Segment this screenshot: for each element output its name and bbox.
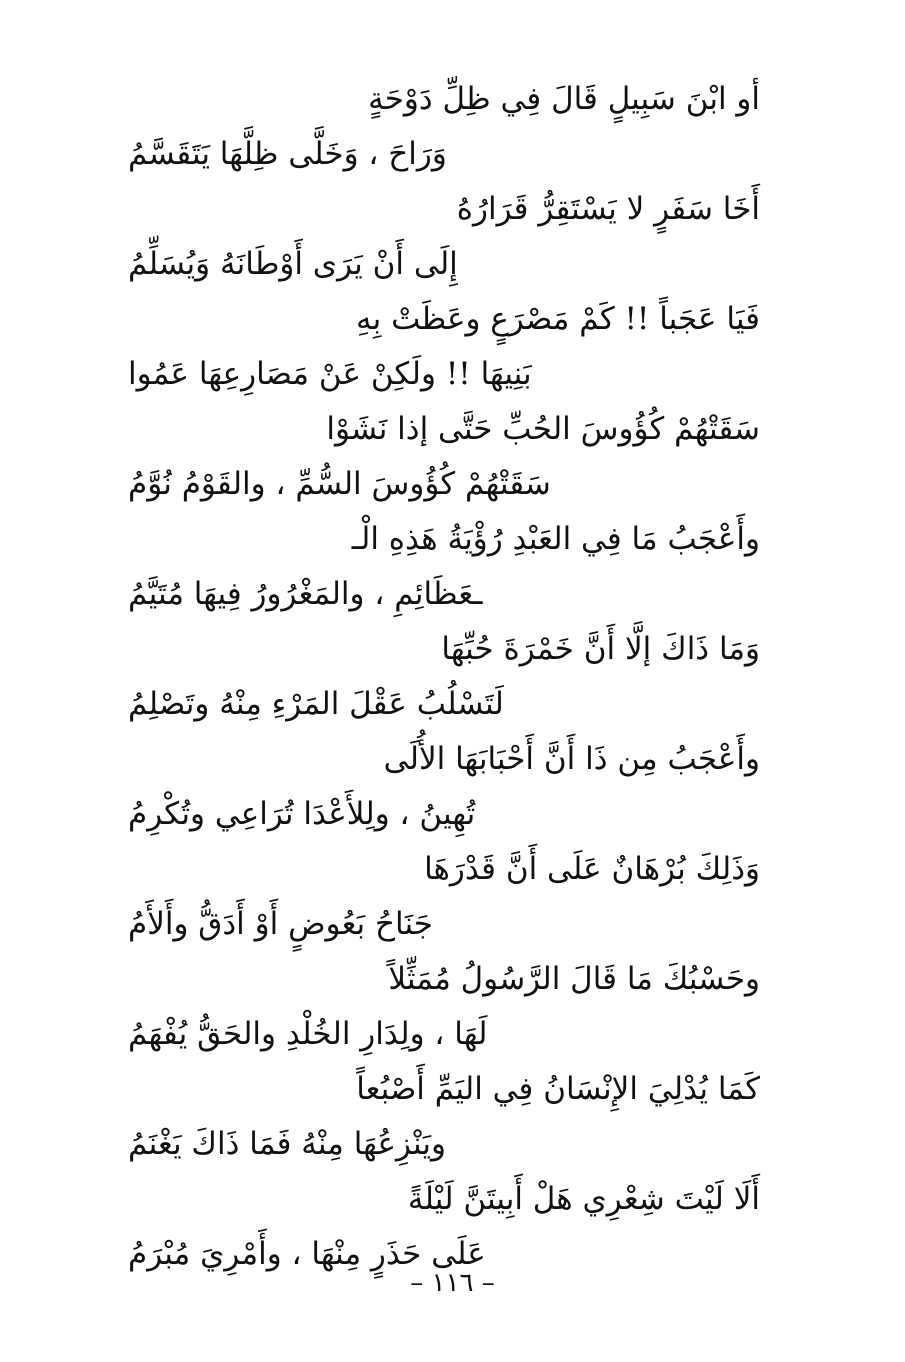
- poem: [110, 72, 770, 1282]
- verse-second-hemistich: جَنَاحُ بَعُوضٍ أَوْ أَدَقُّ وأَلأَمُ: [128, 906, 433, 942]
- page-number: – ١١٦ –: [410, 1268, 495, 1298]
- verse-second-hemistich: إِلَى أَنْ يَرَى أَوْطَانَهُ وَيُسَلِّمُ: [128, 246, 458, 282]
- verse-first-hemistich: فَيَا عَجَباً !! كَمْ مَصْرَعٍ وعَظَتْ بِهِ: [355, 301, 760, 337]
- verse-first-hemistich: سَقَتْهُمْ كُؤُوسَ الحُبِّ حَتَّى إذا نَشَوْا: [326, 411, 760, 447]
- verse-second-hemistich: تُهِينُ ، ولِلأَعْدَا تُرَاعِي وتُكْرِمُ: [128, 796, 476, 832]
- verse: [110, 1062, 770, 1172]
- verse: [110, 402, 770, 512]
- verse-first-hemistich: وَمَا ذَاكَ إلَّا أَنَّ خَمْرَةَ حُبِّهَا: [441, 631, 760, 667]
- verse-second-hemistich: ويَنْزِعُهَا مِنْهُ فَمَا ذَاكَ يَغْنَمُ: [128, 1126, 447, 1162]
- verse-first-hemistich: أو ابْنَ سَبِيلٍ قَالَ فِي ظِلِّ دَوْحَةٍ: [368, 81, 760, 117]
- verse-second-hemistich: وَرَاحَ ، وَخَلَّى ظِلَّهَا يَتَقَسَّمُ: [128, 136, 447, 172]
- verse: [110, 292, 770, 402]
- verse: [110, 732, 770, 842]
- verse: [110, 622, 770, 732]
- verse-second-hemistich: عَلَى حَذَرٍ مِنْهَا ، وأَمْرِيَ مُبْرَمُ: [128, 1236, 486, 1272]
- verse: [110, 182, 770, 292]
- verse: [110, 842, 770, 952]
- verse-first-hemistich: أَلَا لَيْتَ شِعْرِي هَلْ أَبِيتَنَّ لَيْلَةً: [407, 1181, 760, 1217]
- verse-second-hemistich: ـعَظَائِمِ ، والمَغْرُورُ فِيهَا مُتَيَّمُ: [128, 576, 483, 612]
- verse-second-hemistich: سَقَتْهُمْ كُؤُوسَ السُّمِّ ، والقَوْمُ نُوَّمُ: [128, 466, 551, 502]
- verse: [110, 952, 770, 1062]
- verse-first-hemistich: كَمَا يُدْلِيَ الإِنْسَانُ فِي اليَمِّ أَصْبُعاً: [356, 1071, 760, 1107]
- verse-second-hemistich: بَنِيهَا !! ولَكِنْ عَنْ مَصَارِعِهَا عَمُوا: [128, 356, 532, 392]
- verse-first-hemistich: وحَسْبُكَ مَا قَالَ الرَّسُولُ مُمَثِّلاً: [388, 961, 760, 997]
- verse-first-hemistich: وَذَلِكَ بُرْهَانٌ عَلَى أَنَّ قَدْرَهَا: [424, 851, 760, 887]
- verse-second-hemistich: لَهَا ، ولِدَارِ الخُلْدِ والحَقُّ يُفْهَمُ: [128, 1016, 488, 1052]
- verse: [110, 72, 770, 182]
- verse-first-hemistich: وأَعْجَبُ مِن ذَا أَنَّ أَحْبَابَهَا الأُلَى: [383, 741, 760, 777]
- verse-first-hemistich: وأَعْجَبُ مَا فِي العَبْدِ رُؤْيَةُ هَذِهِ الْـ: [351, 521, 760, 557]
- verse-first-hemistich: أَخَا سَفَرٍ لا يَسْتَقِرُّ قَرَارُهُ: [456, 191, 760, 227]
- verse-second-hemistich: لَتَسْلُبُ عَقْلَ المَرْءِ مِنْهُ وتَصْلِمُ: [128, 686, 504, 722]
- verse: [110, 512, 770, 622]
- verse: [110, 1172, 770, 1282]
